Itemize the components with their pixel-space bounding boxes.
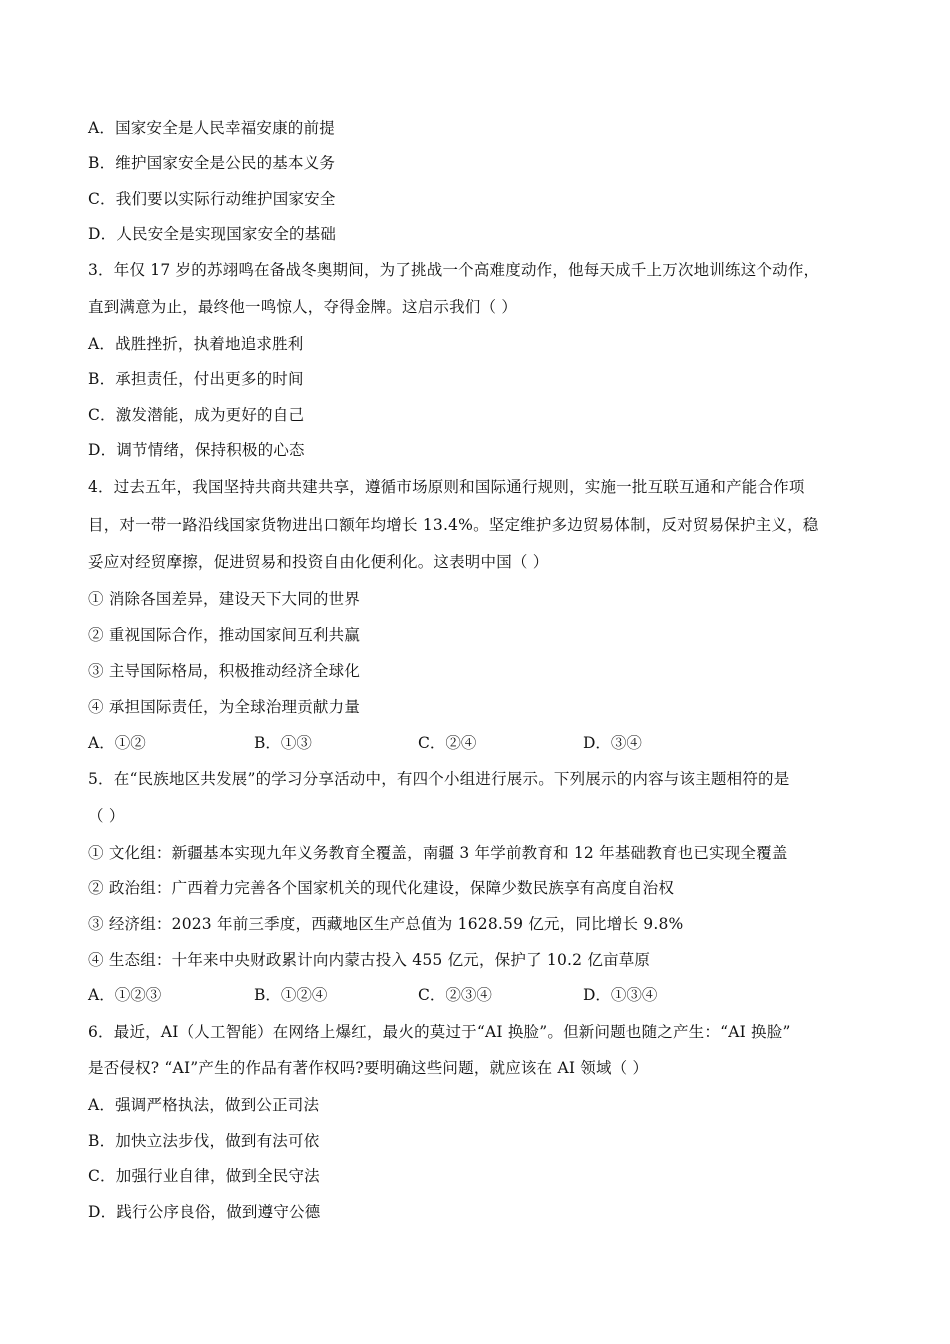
q2-option-c: C．我们要以实际行动维护国家安全 [88, 190, 336, 208]
q6-option-d: D．践行公序良俗，做到遵守公德 [88, 1203, 321, 1221]
q4-stem-line-1: 4．过去五年，我国坚持共商共建共享，遵循市场原则和国际通行规则，实施一批互联互通和产能合作项 [88, 478, 805, 496]
q2-option-b: B．维护国家安全是公民的基本义务 [88, 154, 336, 172]
q6-option-b: B．加快立法步伐，做到有法可依 [88, 1132, 320, 1150]
q4-statement-3: ③ 主导国际格局，积极推动经济全球化 [88, 662, 361, 680]
q3-stem-line-1: 3．年仅 17 岁的苏翊鸣在备战冬奥期间，为了挑战一个高难度动作，他每天成千上万次地训练这个动作， [88, 261, 820, 279]
q3-option-b: B．承担责任，付出更多的时间 [88, 370, 304, 388]
q2-option-a: A．国家安全是人民幸福安康的前提 [88, 119, 335, 137]
q6-stem-line-1: 6．最近，AI（人工智能）在网络上爆红，最火的莫过于“AI 换脸”。但新问题也随之产生：“AI 换脸” [88, 1023, 791, 1041]
q3-stem-line-2: 直到满意为止，最终他一鸣惊人，夺得金牌。这启示我们（ ） [88, 298, 518, 316]
q5-stem-line-1: 5．在“民族地区共发展”的学习分享活动中，有四个小组进行展示。下列展示的内容与该主题相符的是 [88, 770, 790, 788]
q4-stem-line-3: 妥应对经贸摩擦，促进贸易和投资自由化便利化。这表明中国（ ） [88, 553, 549, 571]
q4-statement-1: ① 消除各国差异，建设天下大同的世界 [88, 590, 361, 608]
q6-option-a: A．强调严格执法，做到公正司法 [88, 1096, 320, 1114]
q5-statement-1: ① 文化组：新疆基本实现九年义务教育全覆盖，南疆 3 年学前教育和 12 年基础教育也已实现全覆盖 [88, 844, 788, 862]
q4-option-c: C．②④ [418, 734, 477, 752]
q3-option-c: C．激发潜能，成为更好的自己 [88, 406, 305, 424]
q2-option-d: D．人民安全是实现国家安全的基础 [88, 225, 337, 243]
q5-option-d: D．①③④ [583, 986, 658, 1004]
q3-option-a: A．战胜挫折，执着地追求胜利 [88, 335, 304, 353]
q5-option-a: A．①②③ [88, 986, 162, 1004]
q4-statement-2: ② 重视国际合作，推动国家间互利共赢 [88, 626, 361, 644]
q6-stem-line-2: 是否侵权? “AI”产生的作品有著作权吗?要明确这些问题，就应该在 AI 领域（ ） [88, 1059, 649, 1077]
q4-statement-4: ④ 承担国际责任，为全球治理贡献力量 [88, 698, 361, 716]
q5-statement-4: ④ 生态组：十年来中央财政累计向内蒙古投入 455 亿元，保护了 10.2 亿亩草原 [88, 951, 651, 969]
q4-option-a: A．①② [88, 734, 146, 752]
q5-option-c: C．②③④ [418, 986, 492, 1004]
q5-option-b: B．①②④ [254, 986, 328, 1004]
q5-statement-2: ② 政治组：广西着力完善各个国家机关的现代化建设，保障少数民族享有高度自治权 [88, 879, 675, 897]
q4-option-d: D．③④ [583, 734, 642, 752]
q5-stem-line-2: （ ） [88, 807, 125, 825]
q3-option-d: D．调节情绪，保持积极的心态 [88, 441, 305, 459]
q6-option-c: C．加强行业自律，做到全民守法 [88, 1167, 320, 1185]
q4-stem-line-2: 目，对一带一路沿线国家货物进出口额年均增长 13.4%。坚定维护多边贸易体制，反对贸易保护主义，稳 [88, 516, 819, 534]
q5-statement-3: ③ 经济组：2023 年前三季度，西藏地区生产总值为 1628.59 亿元，同比增长 9.8% [88, 915, 684, 933]
q4-option-b: B．①③ [254, 734, 312, 752]
